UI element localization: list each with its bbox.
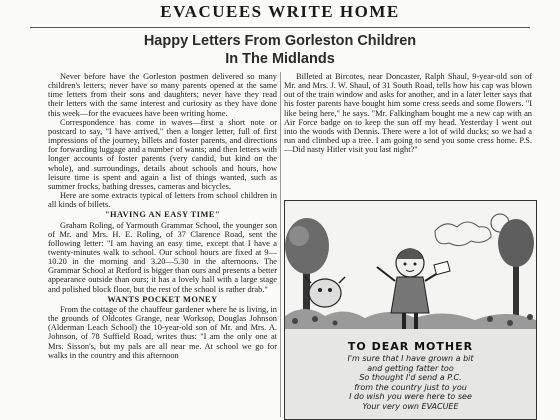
section-heading-easy-time: "HAVING AN EASY TIME"	[104, 210, 221, 220]
caption-line-2: and getting fatter too	[367, 363, 454, 373]
left-column	[48, 72, 277, 420]
right-column	[284, 72, 532, 202]
caption-line-5: I do wish you were here to see	[349, 392, 472, 401]
caption-line-4: from the country just to you	[354, 382, 467, 392]
caption-line-3: So thought I'd send a P.C.	[359, 373, 462, 382]
subheadline-line-1: Happy Letters From Gorleston Children	[143, 33, 417, 49]
headline-rule	[30, 27, 530, 28]
intro-paragraph: Never before have the Gorleston postmen delivered so many children's letters; never have so many parents opened at the same time letters from their sons and daughters; never have they read their letters with the same interest and curiosity as they have done this week—for the evacuees have been writing home.	[48, 72, 277, 118]
caption-line-1: I'm sure that I have grown a bit	[347, 354, 474, 363]
correspondence-paragraph: Correspondence has come in waves—first a short note or postcard to say, "I have arrived," then a longer letter, full of first impressions of the journey, billets and foster parents, and directions for forwarding luggage and a number of wants; and then letters with longer accounts of foster parents (very candid, but kind on the whole), and surroundings, details about schools and hours, how leisure time is spent and again a list of things wanted, such as summer frocks, bathing dresses, cameras and bicycles.	[48, 117, 277, 191]
headline: EVACUEES WRITE HOME	[160, 2, 400, 21]
caption-line-6: Your very own EVACUEE	[362, 401, 459, 411]
johnson-letter-paragraph: From the cottage of the chauffeur gardener where he is living, in the grounds of Oldcotes Grange, near Worksop, Douglas Johnson (Alderman Leach School) the 10-year-old son of Mr. and Mrs. A. Johnson, of 78 Suffield Road, writes thus: "I am the only one at Mrs. Sisson's, but my pals are all near me. At school we go for walks in the country and this afternoon	[48, 304, 277, 360]
column-divider	[280, 72, 281, 417]
evacuee-illustration	[284, 200, 537, 420]
rolling-letter-paragraph: Graham Roling, of Yarmouth Grammar School, the younger son of Mr. and Mrs. H. E. Roling, of 37 Clarence Road, sent the following letter: "I am having an easy time, except that I have a twenty-minutes walk to school. Our school hours are fixed at 9—10.20 in the morning and 3.20—5.30 in the afternoons. The Grammar School at Retford is bigger than ours and presents a better appearance outside than ours; it has a lovely hall with a large stage and polished block floor, but the rest of the school is rather drab."	[48, 220, 277, 294]
extracts-paragraph: Here are some extracts typical of letters from school children in all kinds of billets.	[48, 191, 277, 210]
shaul-letter-paragraph: Billeted at Bircotes, near Doncaster, Ralph Shaul, 9-year-old son of Mr. and Mrs. J. W. Shaul, of 31 South Road, tells how his cap was blown out of the train window and asks for another, and in a later letter says that his foster parents have bought him some cress seeds and some flowers. "I like being here," he says. "Mr. Falkingham bought me a new cap with an Air Force badge on to keep the sun off my head. Yesterday I went out into the woods with Dennis. There were a lot of wild ducks; so we had a run and climbed up a tree. I am going to send you some cress home. P.S.—Did nasty Hitler visit you last night?"	[284, 72, 532, 155]
section-heading-pocket-money: WANTS POCKET MONEY	[107, 294, 218, 304]
subheadline-line-2: In The Midlands	[225, 51, 335, 67]
caption-title: TO DEAR MOTHER	[347, 340, 474, 353]
